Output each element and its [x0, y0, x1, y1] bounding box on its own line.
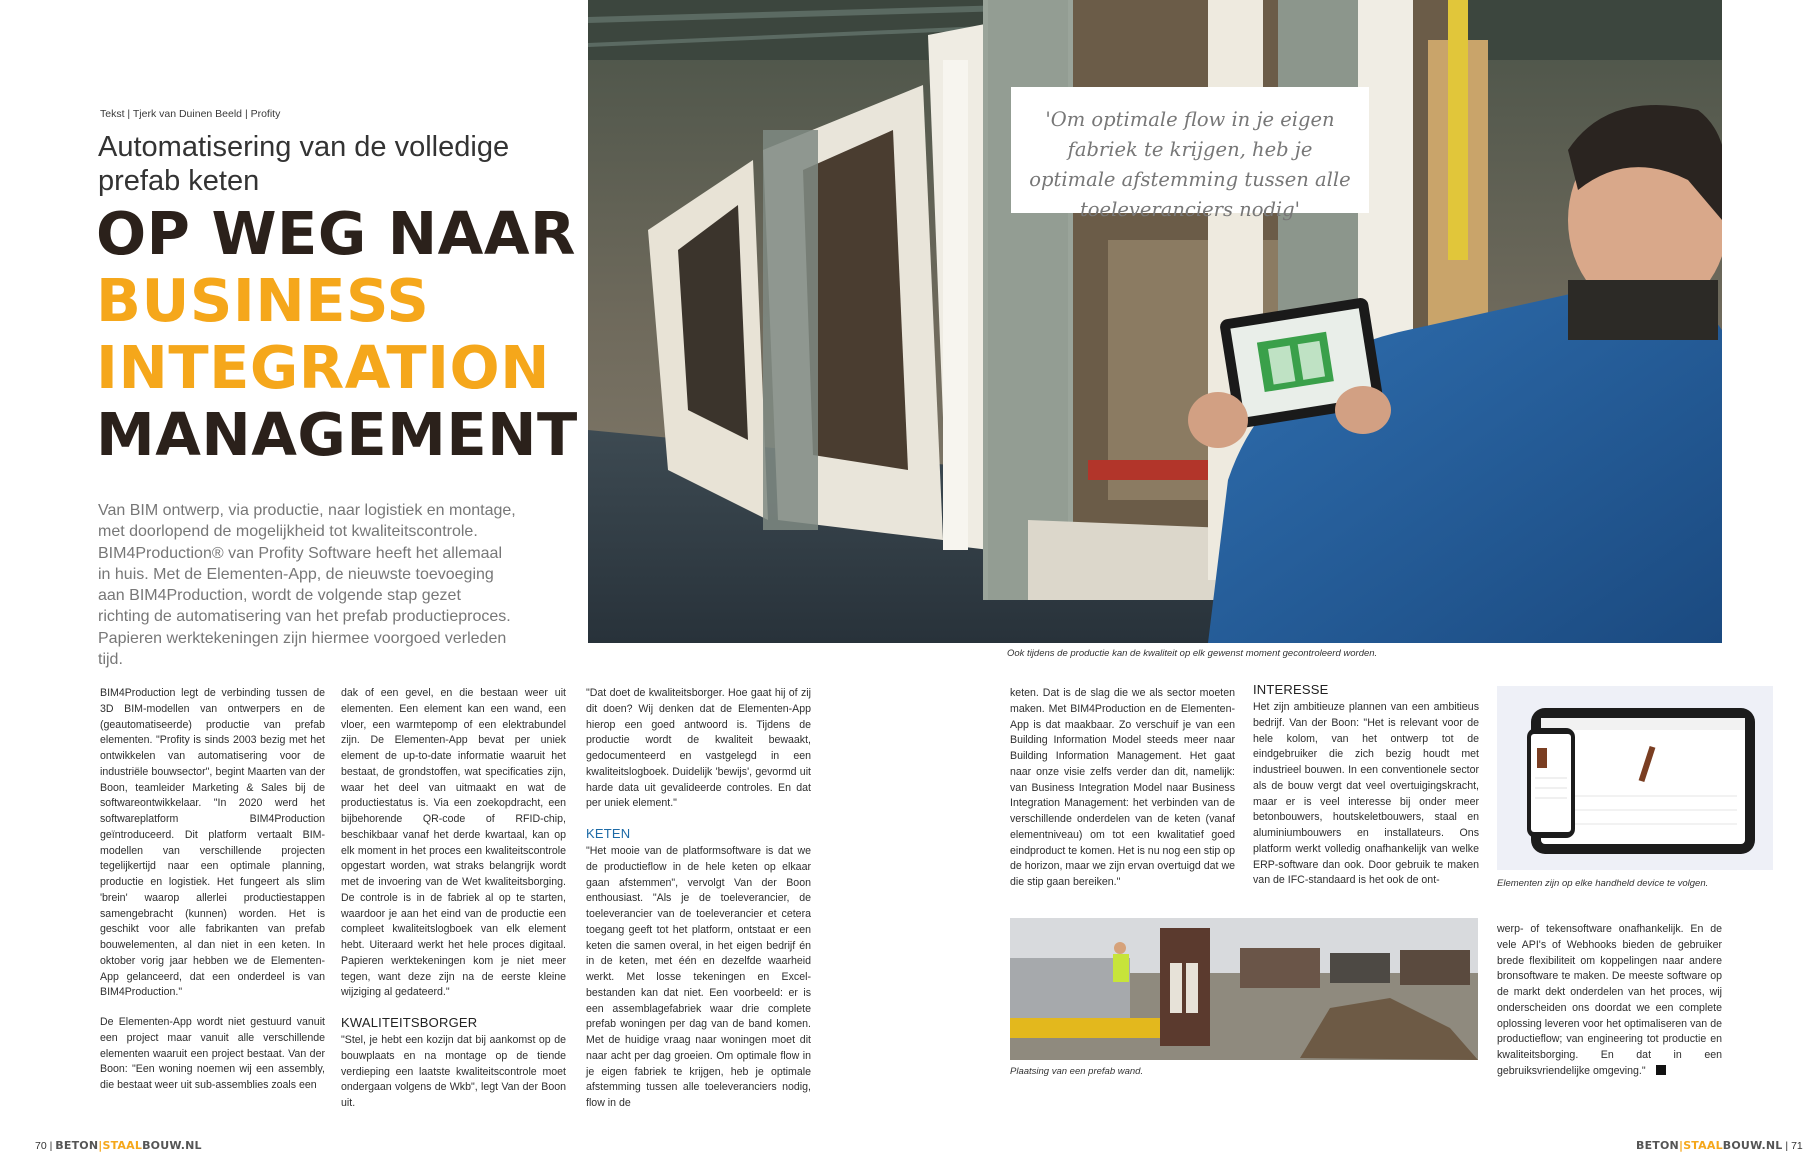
headline-line-3: INTEGRATION	[96, 333, 551, 402]
subtitle-line-2: prefab keten	[98, 165, 260, 197]
article-intro: Van BIM ontwerp, via productie, naar logistiek en montage, met doorlopend de mogelijkheid tot kwaliteitscontrole. BIM4Production® van Profity Software heeft het allemaal in huis. Met de Elementen-App, de nieuwste toevoeging aan BIM4Production, wordt de volgende stap gezet richting de automatisering van het prefab productieproces. Papieren werktekeningen zijn hiermee voorgoed verleden tijd.	[98, 502, 516, 669]
footer-left	[35, 1139, 202, 1152]
section-heading-kwaliteitsborger: KWALITEITSBORGER	[341, 1015, 478, 1030]
section-heading-keten: KETEN	[586, 826, 631, 841]
col3-paragraph-1: "Dat doet de kwaliteitsborger. Hoe gaat hij of zij dit doen? Wij denken dat de Elementen-App hierop een goed antwoord is. Tijdens de productie wordt de kwaliteit bewaakt, gedocumenteerd en vastgelegd in een kwaliteitslogboek. Duidelijk 'bewijs', gevormd uit harde data uit gevalideerde controles. En dat per uniek element."	[586, 687, 811, 810]
magazine-logo-right: BETON|STAALBOUW.NL	[1636, 1139, 1783, 1152]
col2-paragraph-1: dak of een gevel, en die bestaan weer uit elementen. Een element kan een wand, een vloer, een warmtepomp of een elektrabundel zijn. De Elementen-App bevat per uniek element de up-to-date informatie waaruit het bestaat, de grondstoffen, wat specificaties zijn, waar het deel van uitmaakt en wat de productiestatus is. Via een zoekopdracht, een bijbehorende QR-code of RFID-chip, beschikbaar vanaf het derde kwartaal, kan op elk moment in het proces een kwaliteitscontrole opgestart worden, wat straks belangrijk wordt met de invoering van de Wet kwaliteitsborging. De controle is in de fabriek al op te starten, waardoor je aan het eind van de productie een compleet kwaliteitslogboek van elk element hebt. Uiteraard werkt het hele proces digitaal. Papieren werktekeningen kom je niet meer tegen, want deze zijn na de eerste kleine wijziging al gedateerd."	[341, 687, 566, 999]
magazine-logo-left: BETON|STAALBOUW.NL	[55, 1139, 202, 1152]
footer-right	[1636, 1139, 1803, 1152]
device-image	[1497, 686, 1773, 870]
footer-separator: |	[49, 1140, 53, 1152]
footer-separator: |	[1785, 1140, 1789, 1152]
article-subtitle	[98, 130, 568, 198]
col1-paragraph-1: BIM4Production legt de verbinding tussen de 3D BIM-modellen van ontwerpers en de (geautomatiseerde) productie van prefab elementen. "Profity is sinds 2003 bezig met het ontwikkelen van automatisering voor de industriële bouwsector", begint Maarten van der Boon, teamleider Marketing & Sales bij de softwareontwikkelaar. "In 2020 werd het softwareplatform BIM4Production geïntroduceerd. Dit platform vertaalt BIM-modellen van verschillende projecten tegelijkertijd naar een optimale planning, productie en logistiek. Het fungeert als slim 'brein' waarop allerlei productiestappen samengebracht (kunnen) worden. Het is geschikt voor alle fabrikanten van prefab bouwelementen, al dan niet in een keten. In oktober vorig jaar hebben we de Elementen-App gelanceerd, dat een onderdeel is van BIM4Production."	[100, 687, 325, 999]
column-1	[100, 686, 325, 1108]
section-heading-interesse: INTERESSE	[1253, 682, 1329, 697]
page-number-right: 71	[1791, 1140, 1803, 1152]
column-4	[1010, 686, 1235, 905]
subtitle-line-1: Automatisering van de volledige	[98, 131, 510, 163]
column-3	[586, 686, 811, 1126]
col4-paragraph-1: keten. Dat is de slag die we als sector moeten maken. Met BIM4Production en de Elementen-App is dat maakbaar. Zo verschuif je van een Building Information Model steeds meer naar Building Information Management. Het gaat naar onze visie zelfs verder dan dit, namelijk: van Business Integration Model naar Business Integration Management: het verbinden van de verschillende onderdelen van de keten (vanaf elementniveau) om tot een kwalitatief goed eindproduct te komen. Het is nu nog een stip op de horizon, maar we zijn ervan overtuigd dat we die stip gaan bereiken."	[1010, 687, 1235, 888]
column-5	[1253, 682, 1479, 903]
col6-paragraph-1: werp- of tekensoftware onafhankelijk. En de vele API's of Webhooks bieden de gebruiker brede flexibiliteit om koppelingen naar andere bronsoftware te maken. De meeste software op de markt dekt onderdelen van het proces, wij onderscheiden ons doordat we een complete oplossing leveren voor het optimaliseren van de productieflow; van engineering tot productie en kwaliteitsborging. En dat in een gebruiksvriendelijke omgeving."	[1497, 923, 1722, 1077]
article-headline	[96, 200, 578, 468]
headline-line-1: OP WEG NAAR	[96, 199, 576, 268]
column-2	[341, 686, 566, 1126]
col1-paragraph-2: De Elementen-App wordt niet gestuurd vanuit een project maar vanuit alle verschillende elementen waaruit een project bestaat. Van der Boon: "Een woning noemen wij een assembly, die bestaat weer uit sub-assemblies zoals een	[100, 1016, 325, 1091]
col2-paragraph-2: "Stel, je hebt een kozijn dat bij aankomst op de bouwplaats en na montage op de tiende verdieping een laatste kwaliteitscontrole moet ondergaan volgens de Wkb", legt Van der Boon uit.	[341, 1034, 566, 1109]
article-credit: Tekst | Tjerk van Duinen Beeld | Profity	[100, 108, 281, 120]
col3-paragraph-2: "Het mooie van de platformsoftware is dat we de productieflow in de hele keten op elkaar gaan afstemmen", vervolgt Van der Boon enthousiast. "Als je de toeleverancier, de toeleverancier van de toeleverancier et cetera toegang geeft tot het platform, ontstaat er een keten die samen overal, in het eigen bedrijf én in de keten, met één en dezelfde waarheid werkt. Met losse tekeningen en Excel-bestanden kan dat niet. Een voorbeeld: er is een assemblagefabriek waar drie complete prefab woningen per dag van de band komen. Met de huidige vraag naar woningen moet dit naar acht per dag groeien. Om optimale flow in je eigen fabriek te krijgen, heb je optimale afstemming tussen alle toeleveranciers nodig, flow in de	[586, 845, 811, 1109]
device-caption: Elementen zijn op elke handheld device te volgen.	[1497, 878, 1709, 889]
site-photo	[1010, 918, 1478, 1060]
col5-paragraph-1: Het zijn ambitieuze plannen van een ambitieus bedrijf. Van der Boon: "Het is relevant voor de hele kolom, van het ontwerp tot de eindgebruiker die zich bezig houdt met industrieel bouwen. In een conventionele sector als de bouw vergt dat veel overtuigingskracht, maar er is veel interesse bij onder meer betonbouwers, houtskeletbouwers, staal en aluminiumbouwers en installateurs. Ons platform werkt volledig onafhankelijk van welke ERP-software dan ook. Door gebruik te maken van de IFC-standaard is het ook de ont-	[1253, 701, 1479, 887]
pull-quote: 'Om optimale flow in je eigen fabriek te krijgen, heb je optimale afstemming tussen alle toeleveranciers nodig'	[1011, 87, 1369, 213]
column-6	[1497, 922, 1722, 1080]
site-caption: Plaatsing van een prefab wand.	[1010, 1066, 1144, 1077]
headline-line-4: MANAGEMENT	[96, 400, 578, 469]
headline-line-2: BUSINESS	[96, 266, 430, 335]
page-number-left: 70	[35, 1140, 47, 1152]
hero-caption: Ook tijdens de productie kan de kwaliteit op elk gewenst moment gecontroleerd worden.	[1007, 648, 1378, 659]
end-mark-icon	[1656, 1065, 1666, 1075]
